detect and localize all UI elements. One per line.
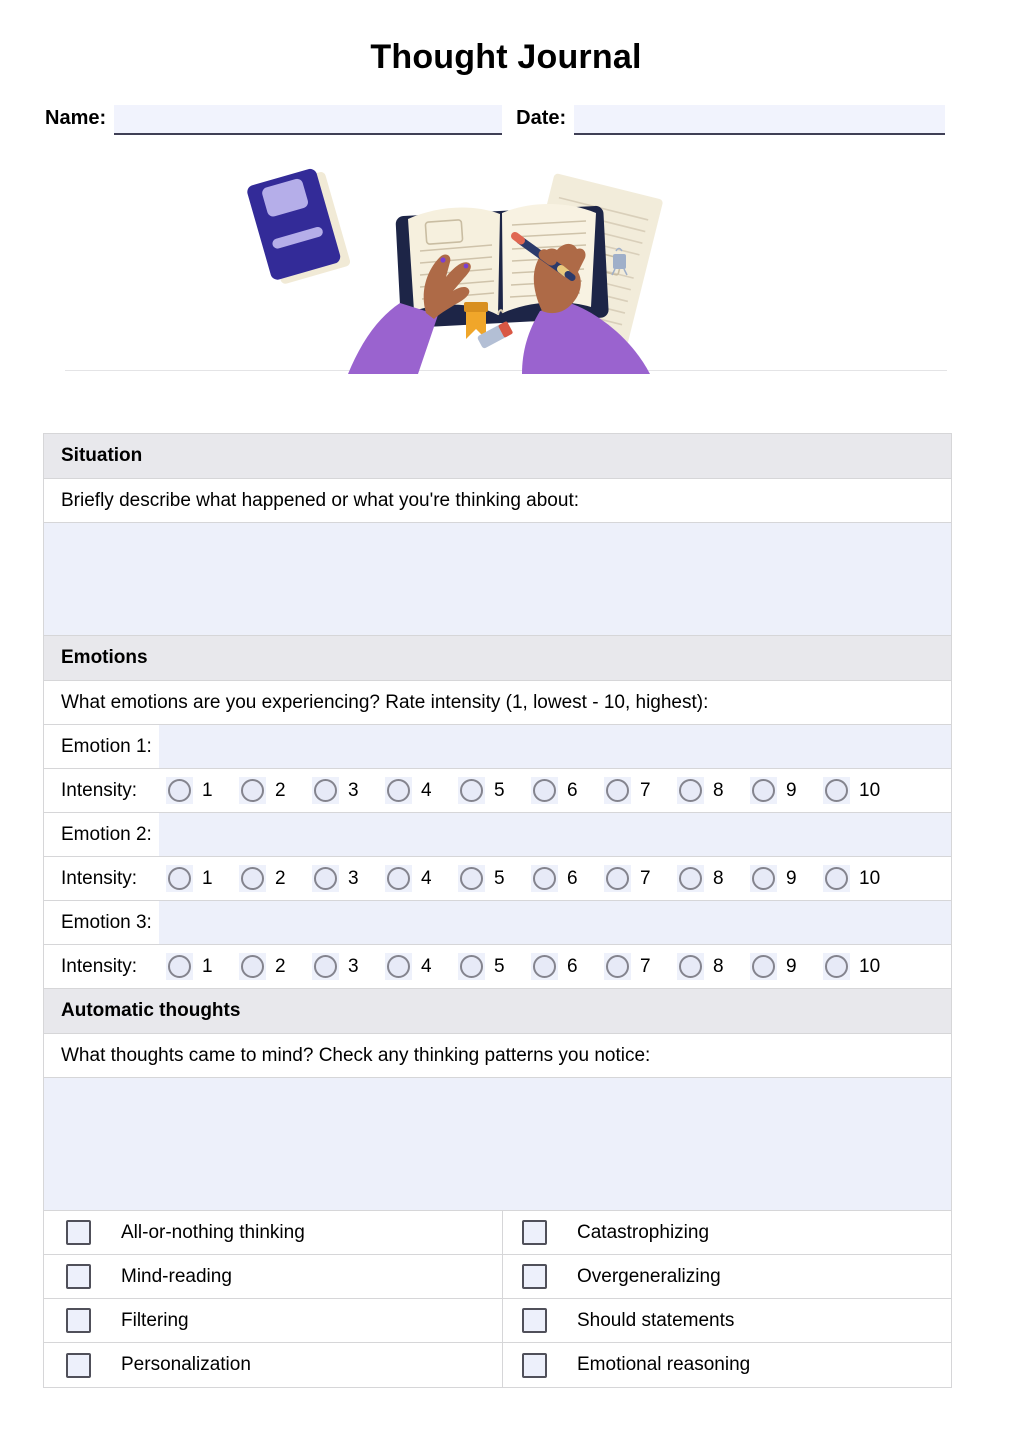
emotion-1-input[interactable] (159, 725, 951, 768)
intensity-3-option-5[interactable]: 5 (458, 953, 531, 980)
emotion-3-input[interactable] (159, 901, 951, 944)
checkbox-icon[interactable] (66, 1308, 91, 1333)
journal-illustration (65, 135, 947, 371)
radio-icon[interactable] (168, 779, 191, 802)
page-title: Thought Journal (370, 38, 642, 76)
intensity-3-option-3[interactable]: 3 (312, 953, 385, 980)
intensity-3-option-2[interactable]: 2 (239, 953, 312, 980)
radio-icon[interactable] (533, 779, 556, 802)
radio-icon[interactable] (387, 955, 410, 978)
pattern-should-statements[interactable]: Should statements (502, 1299, 951, 1343)
intensity-3-row (44, 945, 951, 989)
radio-icon[interactable] (387, 779, 410, 802)
pattern-overgeneralizing[interactable]: Overgeneralizing (502, 1255, 951, 1299)
radio-icon[interactable] (387, 867, 410, 890)
journal-illustration-svg (230, 159, 670, 374)
radio-icon[interactable] (533, 955, 556, 978)
intensity-3-option-1[interactable]: 1 (166, 953, 239, 980)
radio-icon[interactable] (679, 779, 702, 802)
intensity-2-option-8[interactable]: 8 (677, 865, 750, 892)
radio-icon[interactable] (752, 779, 775, 802)
radio-icon[interactable] (314, 867, 337, 890)
emotion-1-label: Emotion 1: (61, 735, 152, 757)
intensity-1-option-6[interactable]: 6 (531, 777, 604, 804)
pattern-filtering[interactable]: Filtering (44, 1299, 502, 1343)
pattern-emotional-reasoning[interactable]: Emotional reasoning (502, 1343, 951, 1387)
pattern-all-or-nothing[interactable]: All-or-nothing thinking (44, 1211, 502, 1255)
intensity-2-option-3[interactable]: 3 (312, 865, 385, 892)
radio-icon[interactable] (825, 955, 848, 978)
radio-icon[interactable] (460, 779, 483, 802)
intensity-2-option-2[interactable]: 2 (239, 865, 312, 892)
closed-book (246, 165, 352, 287)
emotion-2-label: Emotion 2: (61, 823, 152, 845)
radio-icon[interactable] (679, 955, 702, 978)
intensity-1-option-9[interactable]: 9 (750, 777, 823, 804)
intensity-1-row (44, 769, 951, 813)
intensity-2-option-10[interactable]: 10 (823, 865, 896, 892)
radio-icon[interactable] (460, 867, 483, 890)
automatic-thoughts-instruction: What thoughts came to mind? Check any thinking patterns you notice: (44, 1034, 951, 1078)
radio-icon[interactable] (168, 955, 191, 978)
name-input[interactable] (114, 105, 502, 135)
intensity-2-option-9[interactable]: 9 (750, 865, 823, 892)
checkbox-icon[interactable] (522, 1264, 547, 1289)
date-label: Date: (516, 107, 567, 129)
intensity-3-option-7[interactable]: 7 (604, 953, 677, 980)
situation-instruction: Briefly describe what happened or what you're thinking about: (44, 479, 951, 523)
radio-icon[interactable] (825, 779, 848, 802)
checkbox-icon[interactable] (522, 1220, 547, 1245)
radio-icon[interactable] (679, 867, 702, 890)
situation-textarea[interactable] (44, 523, 951, 636)
radio-icon[interactable] (606, 779, 629, 802)
intensity-1-option-1[interactable]: 1 (166, 777, 239, 804)
checkbox-icon[interactable] (66, 1353, 91, 1378)
radio-icon[interactable] (241, 955, 264, 978)
pattern-catastrophizing[interactable]: Catastrophizing (502, 1211, 951, 1255)
radio-icon[interactable] (606, 955, 629, 978)
emotion-2-input[interactable] (159, 813, 951, 856)
intensity-1-option-8[interactable]: 8 (677, 777, 750, 804)
intensity-1-option-5[interactable]: 5 (458, 777, 531, 804)
radio-icon[interactable] (314, 779, 337, 802)
intensity-2-option-1[interactable]: 1 (166, 865, 239, 892)
emotion-2-row (44, 813, 951, 857)
radio-icon[interactable] (314, 955, 337, 978)
emotions-section-header: Emotions (44, 636, 951, 681)
checkbox-icon[interactable] (66, 1220, 91, 1245)
intensity-3-option-6[interactable]: 6 (531, 953, 604, 980)
emotions-instruction: What emotions are you experiencing? Rate intensity (1, lowest - 10, highest): (44, 681, 951, 725)
emotion-1-row (44, 725, 951, 769)
intensity-2-label: Intensity: (61, 867, 138, 889)
thought-journal-form (43, 433, 952, 1388)
radio-icon[interactable] (241, 779, 264, 802)
automatic-thoughts-textarea[interactable] (44, 1078, 951, 1211)
intensity-1-option-7[interactable]: 7 (604, 777, 677, 804)
intensity-1-label: Intensity: (61, 779, 138, 801)
intensity-3-option-4[interactable]: 4 (385, 953, 458, 980)
intensity-3-option-8[interactable]: 8 (677, 953, 750, 980)
situation-section-header: Situation (44, 434, 951, 479)
checkbox-icon[interactable] (66, 1264, 91, 1289)
intensity-3-option-9[interactable]: 9 (750, 953, 823, 980)
intensity-1-option-10[interactable]: 10 (823, 777, 896, 804)
intensity-2-option-5[interactable]: 5 (458, 865, 531, 892)
intensity-2-option-7[interactable]: 7 (604, 865, 677, 892)
date-input[interactable] (574, 105, 945, 135)
intensity-1-option-4[interactable]: 4 (385, 777, 458, 804)
radio-icon[interactable] (533, 867, 556, 890)
pattern-mind-reading[interactable]: Mind-reading (44, 1255, 502, 1299)
pattern-personalization[interactable]: Personalization (44, 1343, 502, 1387)
intensity-3-label: Intensity: (61, 955, 138, 977)
radio-icon[interactable] (606, 867, 629, 890)
intensity-3-option-10[interactable]: 10 (823, 953, 896, 980)
automatic-thoughts-section-header: Automatic thoughts (44, 989, 951, 1034)
thinking-patterns-grid (44, 1211, 951, 1387)
checkbox-icon[interactable] (522, 1353, 547, 1378)
checkbox-icon[interactable] (522, 1308, 547, 1333)
emotion-3-label: Emotion 3: (61, 911, 152, 933)
intensity-1-option-3[interactable]: 3 (312, 777, 385, 804)
radio-icon[interactable] (825, 867, 848, 890)
intensity-2-option-4[interactable]: 4 (385, 865, 458, 892)
intensity-2-option-6[interactable]: 6 (531, 865, 604, 892)
radio-icon[interactable] (460, 955, 483, 978)
intensity-1-option-2[interactable]: 2 (239, 777, 312, 804)
radio-icon[interactable] (752, 955, 775, 978)
name-date-row (45, 105, 952, 135)
emotion-3-row (44, 901, 951, 945)
radio-icon[interactable] (168, 867, 191, 890)
bookmark-fold (464, 302, 488, 312)
radio-icon[interactable] (752, 867, 775, 890)
radio-icon[interactable] (241, 867, 264, 890)
intensity-2-row (44, 857, 951, 901)
name-label: Name: (45, 107, 107, 129)
